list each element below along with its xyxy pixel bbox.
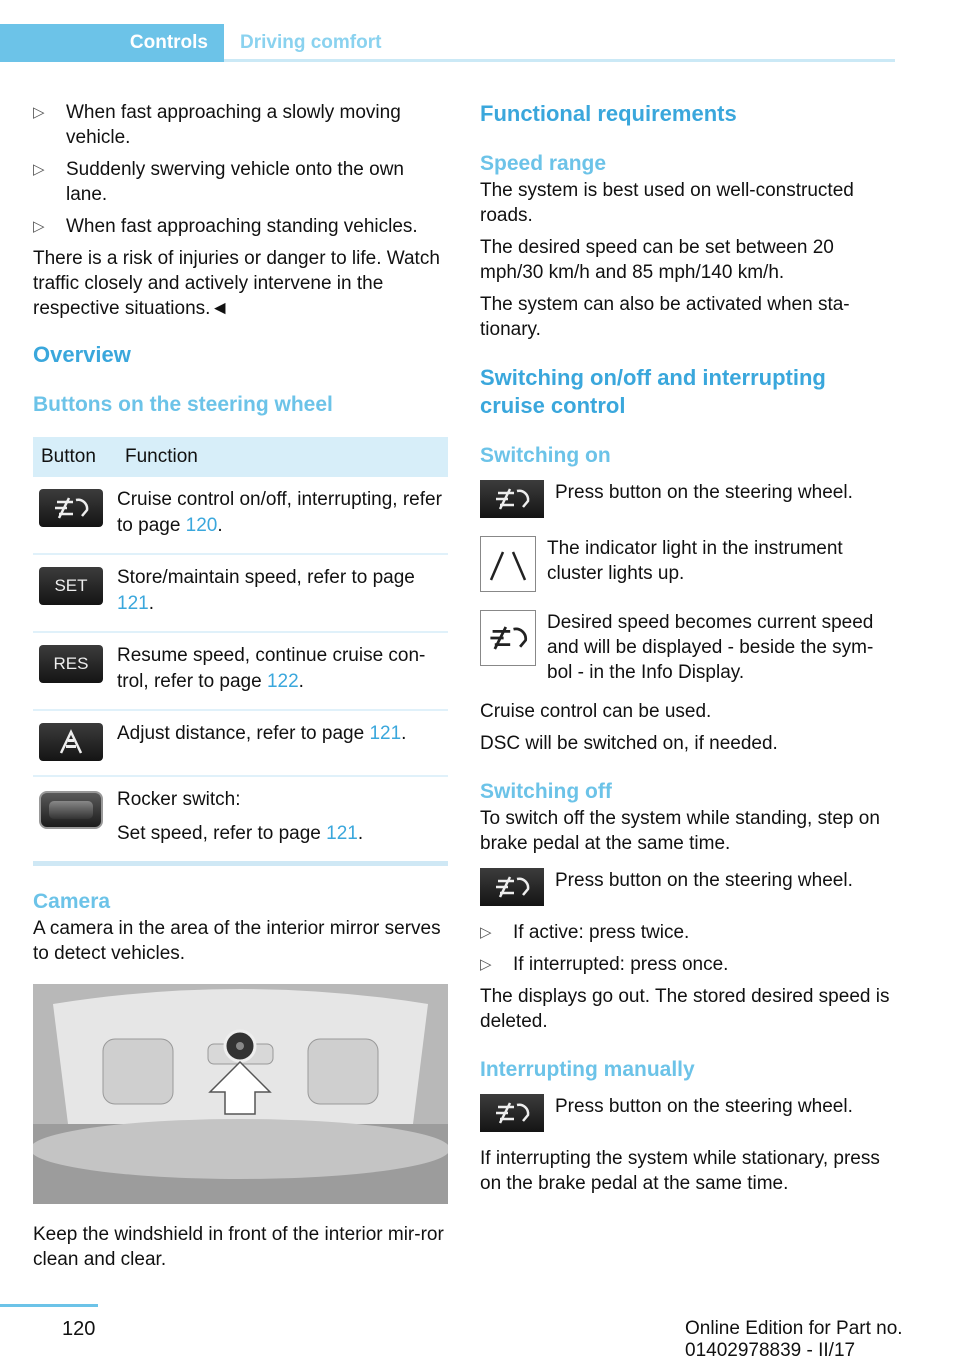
windshield-text: Keep the windshield in front of the interior mir-ror clean and clear. [33,1224,444,1270]
bullet-triangle-icon: ▷ [480,956,492,973]
list-item: ▷ When fast approaching a slowly moving vehicle. [33,102,401,148]
footer-rule [0,1304,98,1307]
table-row: Adjust distance, refer to page 121. [33,710,448,776]
camera-photo [33,984,448,1204]
header-section: Controls [0,24,224,62]
bullet-triangle-icon: ▷ [33,161,45,178]
table-header-row [33,437,448,477]
rocker-switch-icon [39,791,103,829]
cruise-control-icon [480,868,544,906]
press-button-text: Press button on the steering wheel. [555,482,853,503]
header-rule [224,59,895,62]
bullet-triangle-icon: ▷ [33,218,45,235]
table-row: Cruise control on/off, interrupting, refer to page 120. [33,477,448,554]
interrupting-heading: Interrupting manually [480,1058,695,1081]
displays-text: The displays go out. The stored desired speed is deleted. [480,986,890,1032]
indicator-text: The indicator light in the instrument cluster lights up. [547,538,843,584]
functional-heading: Functional requirements [480,101,737,126]
buttons-heading: Buttons on the steering wheel [33,393,333,416]
page-link[interactable]: 122 [266,671,299,692]
cruise-control-indicator-icon [480,610,536,666]
right-column [480,100,895,1196]
switch-off-list [480,920,895,977]
list-item: ▷ If interrupted: press once. [480,954,729,975]
header-subsection: Driving comfort [240,32,382,53]
distance-icon [39,723,103,761]
page-link[interactable]: 121 [369,723,402,744]
press-button-text: Press button on the steering wheel. [555,870,853,891]
page-number: 120 [62,1318,96,1340]
page-header [0,24,895,62]
speed-range-heading: Speed range [480,152,607,175]
table-row: RES Resume speed, continue cruise con-trol, refer to page 122. [33,632,448,710]
page-link[interactable]: 120 [185,515,218,536]
page-link[interactable]: 121 [117,593,149,614]
bullet-triangle-icon: ▷ [480,924,492,941]
column-header-button: Button [33,437,117,477]
list-item: ▷ When fast approaching standing vehicles. [33,216,418,237]
table-row: SET Store/maintain speed, refer to page 121. [33,554,448,632]
dsc-text: DSC will be switched on, if needed. [480,733,778,754]
edition-text: Online Edition for Part no. 01402978839 - II/17 [685,1318,903,1361]
speed-text-3: The system can also be activated when sta-tionary. [480,294,850,340]
can-be-used-text: Cruise control can be used. [480,701,712,722]
list-item: ▷ Suddenly swerving vehicle onto the own lane. [33,159,404,205]
indicator-light-icon [480,536,536,592]
set-button-icon: SET [39,567,103,605]
switch-off-text: To switch off the system while standing, step on brake pedal at the same time. [480,808,880,854]
cruise-control-icon [480,480,544,518]
overview-heading: Overview [33,342,131,367]
speed-text-2: The desired speed can be set between 20 mph/30 km/h and 85 mph/140 km/h. [480,237,834,283]
interrupt-text: If interrupting the system while stationary, press on the brake pedal at the same time. [480,1148,880,1194]
buttons-table [33,437,448,866]
bullet-triangle-icon: ▷ [33,104,45,121]
desired-speed-text: Desired speed becomes current speed and will be displayed - beside the sym-bol - in the Info Display. [547,612,874,683]
page-link[interactable]: 121 [326,823,358,844]
cruise-control-icon [480,1094,544,1132]
warning-text: There is a risk of injuries or danger to life. Watch traffic closely and actively intervene in the respective situations.◄ [33,248,440,319]
camera-text: A camera in the area of the interior mirror serves to detect vehicles. [33,918,441,964]
switching-heading: Switching on/off and interrupting cruise control [480,365,826,418]
column-header-function: Function [117,437,448,477]
res-button-icon: RES [39,645,103,683]
speed-text-1: The system is best used on well-constructed roads. [480,180,854,226]
cruise-control-icon [39,489,103,527]
hazard-list [33,100,448,239]
table-row: Rocker switch: Set speed, refer to page 121. [33,776,448,864]
press-button-text: Press button on the steering wheel. [555,1096,853,1117]
switching-off-heading: Switching off [480,780,612,803]
camera-heading: Camera [33,890,111,913]
switching-on-heading: Switching on [480,444,611,467]
list-item: ▷ If active: press twice. [480,922,690,943]
left-column [33,100,448,1272]
